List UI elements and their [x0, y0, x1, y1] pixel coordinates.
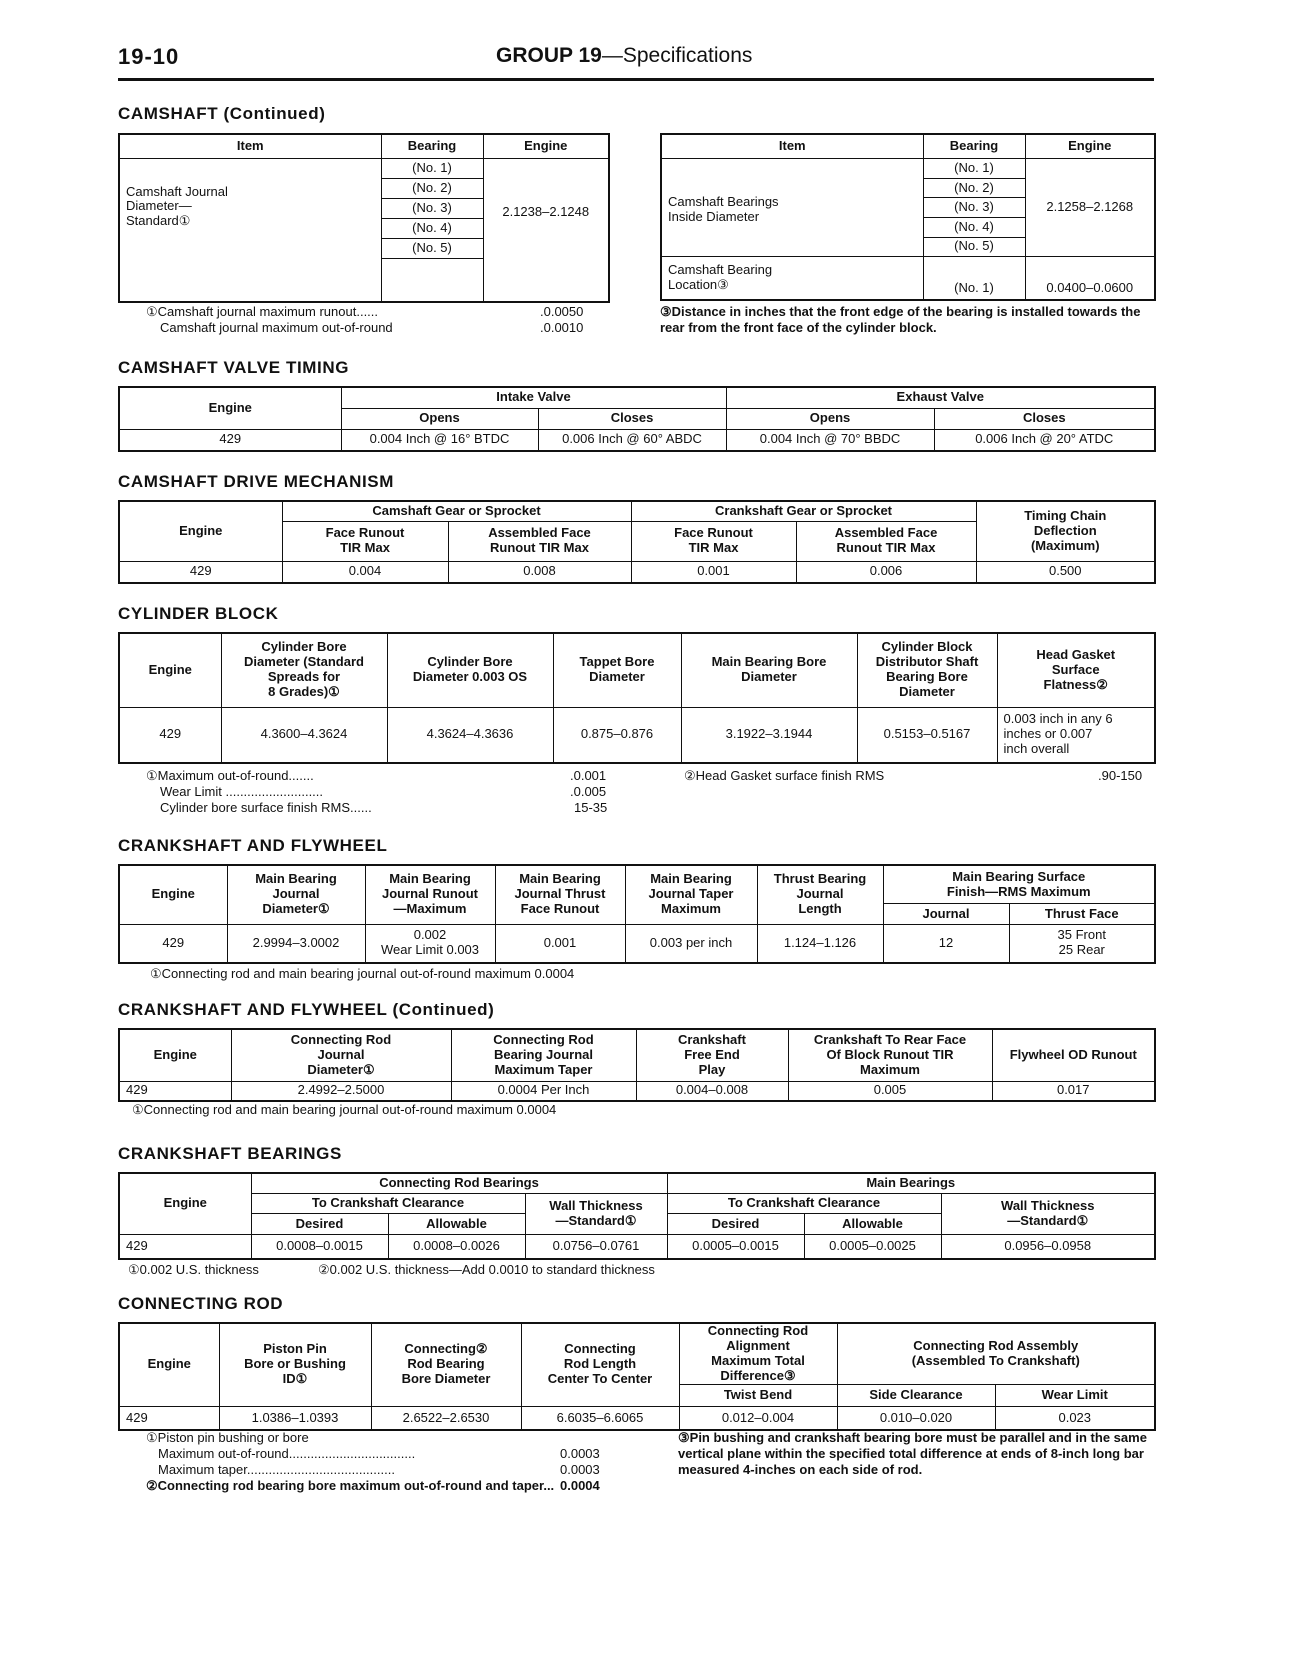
bearing-cell: (No. 4) — [381, 218, 483, 238]
col-header-item: Item — [119, 134, 381, 158]
table-cell: 0.004 Inch @ 70° BBDC — [726, 429, 934, 451]
table-cell: 0.0005–0.0025 — [804, 1234, 941, 1259]
header-line: Head Gasket — [1036, 646, 1116, 662]
footnote: ①Piston pin bushing or bore — [146, 1430, 309, 1445]
col-header-face-runout — [631, 521, 796, 561]
section-title-camshaft-cont: CAMSHAFT (Continued) — [118, 104, 326, 123]
footnote: ①Maximum out-of-round....... — [146, 768, 314, 783]
header-line: Connecting Rod — [707, 1323, 809, 1338]
col-header-intake: Intake Valve — [341, 387, 726, 408]
col-header-fin-thrust: Thrust Face — [1009, 904, 1155, 924]
header-line: Maximum — [661, 901, 721, 917]
header-line: Main Bearing — [255, 871, 337, 887]
footnote-pin-bushing: ③Pin bushing and crankshaft bearing bore must be parallel and in the same vertical plane within the specified total difference at ends of 8-inch long bar measured 4-inches on each side of rod. — [678, 1430, 1147, 1477]
section-title-bearings: CRANKSHAFT BEARINGS — [118, 1144, 342, 1163]
header-line: Main Bearing Bore — [711, 654, 827, 670]
header-line: (Maximum) — [1030, 537, 1100, 553]
col-header-engine: Engine — [119, 1323, 219, 1406]
col-header-alignment — [679, 1323, 837, 1384]
col-header-engine: Engine — [119, 501, 282, 561]
table-cell: 429 — [119, 1406, 219, 1430]
table-cell: 4.3624–4.3636 — [387, 707, 553, 763]
bearing-cell: (No. 1) — [381, 158, 483, 178]
col-header-runout — [365, 865, 495, 924]
table-cell: 0.500 — [976, 561, 1155, 583]
section-title-valve-timing: CAMSHAFT VALVE TIMING — [118, 358, 350, 377]
table-cell: 429 — [119, 1081, 231, 1101]
col-header-finish — [883, 865, 1155, 904]
footnote: ①0.002 U.S. thickness — [128, 1262, 259, 1277]
table-cell: 0.5153–0.5167 — [857, 707, 997, 763]
header-line: Journal Thrust — [514, 886, 606, 902]
col-header-desired: Desired — [667, 1214, 804, 1234]
bearing-cell: (No. 3) — [381, 198, 483, 218]
col-header-tappet — [553, 633, 681, 707]
page-number: 19-10 — [118, 44, 180, 69]
header-line: Journal Runout — [381, 886, 479, 902]
header-line: —Maximum — [393, 901, 467, 917]
col-header-rod-bearings: Connecting Rod Bearings — [251, 1173, 667, 1193]
table-cell: 429 — [119, 561, 282, 583]
col-header-engine: Engine — [119, 865, 227, 924]
table-cell: 0.004–0.008 — [636, 1081, 788, 1101]
header-line: Surface — [1051, 661, 1100, 677]
footnote-value: 0.0003 — [560, 1462, 600, 1477]
item-line: Diameter— — [126, 198, 192, 214]
bearings-table — [118, 1172, 1156, 1260]
footnote: Cylinder bore surface finish RMS...... — [160, 800, 372, 815]
col-header-bore — [221, 633, 387, 707]
item-line: Inside Diameter — [668, 208, 760, 224]
header-line: Diameter① — [262, 901, 330, 917]
table-cell: 2.6522–2.6530 — [371, 1406, 521, 1430]
location-value-cell: 0.0400–0.0600 — [1025, 257, 1155, 300]
header-line: Diameter 0.003 OS — [412, 669, 528, 685]
header-line: Deflection — [1033, 522, 1097, 538]
col-header-fin-journal: Journal — [883, 904, 1009, 924]
col-header-assembled-face — [448, 521, 631, 561]
footnote-value: 0.0004 — [560, 1478, 600, 1493]
col-header-main-bore — [681, 633, 857, 707]
table-cell: 0.0008–0.0026 — [388, 1234, 525, 1259]
col-header-desired: Desired — [251, 1214, 388, 1234]
gasket-cell — [997, 707, 1155, 763]
col-header-cam-gear: Camshaft Gear or Sprocket — [282, 501, 631, 521]
col-header-assembled-face — [796, 521, 976, 561]
col-header-closes: Closes — [538, 408, 726, 429]
table-cell: 0.006 Inch @ 60° ABDC — [538, 429, 726, 451]
header-line: Wall Thickness — [549, 1198, 643, 1213]
col-header-taper — [625, 865, 757, 924]
header-line: Center To Center — [547, 1371, 653, 1387]
col-header-rod-length — [521, 1323, 679, 1406]
header-line: TIR Max — [340, 540, 390, 555]
footnote-value: .0.005 — [570, 784, 607, 799]
footnote: Maximum out-of-round................................... — [158, 1446, 416, 1461]
col-header-wall — [941, 1193, 1155, 1234]
item-line: Standard① — [126, 213, 191, 229]
header-line: (Assembled To Crankshaft) — [911, 1352, 1080, 1368]
footnote: ①Camshaft journal maximum runout...... — [146, 304, 379, 319]
col-header-distributor — [857, 633, 997, 707]
valve-timing-table — [118, 386, 1156, 452]
col-header-bearing: Bearing — [381, 134, 483, 158]
header-line: Cylinder Bore — [261, 639, 347, 655]
crankshaft-cont-table — [118, 1028, 1156, 1102]
table-cell: 0.023 — [995, 1406, 1155, 1430]
header-line: Bearing Journal — [494, 1046, 593, 1062]
section-title-connecting-rod: CONNECTING ROD — [118, 1294, 284, 1313]
col-header-rod-taper — [451, 1029, 636, 1081]
header-line: Bearing Bore — [886, 669, 968, 685]
table-cell: 0.003 per inch — [625, 924, 757, 963]
col-header-bearing: Bearing — [923, 134, 1025, 159]
header-line: Cylinder Bore — [427, 654, 513, 670]
header-line: Face Runout — [520, 901, 600, 917]
table-cell: 0.0005–0.0015 — [667, 1234, 804, 1259]
col-header-engine: Engine — [119, 1173, 251, 1234]
col-header-bore-os — [387, 633, 553, 707]
item-cell — [661, 159, 923, 257]
col-header-side-clearance: Side Clearance — [837, 1384, 995, 1406]
camshaft-bearing-table — [660, 133, 1156, 301]
col-header-flywheel: Flywheel OD Runout — [992, 1029, 1155, 1081]
header-line: Maximum Taper — [494, 1061, 593, 1077]
col-header-engine: Engine — [483, 134, 609, 158]
table-cell: 429 — [119, 924, 227, 963]
bearing-cell: (No. 3) — [923, 198, 1025, 218]
table-cell: 4.3600–4.3624 — [221, 707, 387, 763]
header-line: Tappet Bore — [579, 654, 655, 670]
group-suffix: —Specifications — [601, 44, 753, 67]
header-line: Diameter — [589, 669, 645, 685]
header-line: Journal — [272, 886, 320, 902]
col-header-crank-gear: Crankshaft Gear or Sprocket — [631, 501, 976, 521]
col-header-rear-face — [788, 1029, 992, 1081]
col-header-main-bearings: Main Bearings — [667, 1173, 1155, 1193]
table-cell: 0.017 — [992, 1081, 1155, 1101]
table-cell: 0.0004 Per Inch — [451, 1081, 636, 1101]
header-line: —Standard① — [1007, 1212, 1089, 1228]
col-header-allowable: Allowable — [804, 1214, 941, 1234]
header-line: Bore or Bushing — [244, 1356, 346, 1372]
engine-cell: 2.1258–2.1268 — [1025, 159, 1155, 257]
col-header-end-play — [636, 1029, 788, 1081]
header-line: Connecting Rod — [290, 1031, 392, 1047]
header-line: 8 Grades)① — [268, 684, 340, 700]
footnote-value: 0.0003 — [560, 1446, 600, 1461]
header-line: Finish—RMS Maximum — [946, 883, 1091, 899]
col-header-wear-limit: Wear Limit — [995, 1384, 1155, 1406]
item-line: Camshaft Journal — [126, 183, 228, 199]
header-line: Difference③ — [720, 1367, 796, 1383]
table-cell: 6.6035–6.6065 — [521, 1406, 679, 1430]
header-line: Diameter — [741, 669, 797, 685]
col-header-thrust-runout — [495, 865, 625, 924]
table-cell: 0.005 — [788, 1081, 992, 1101]
cell-line: 0.003 inch in any 6 — [1003, 711, 1113, 727]
table-cell: 0.004 — [282, 561, 448, 583]
table-cell: 1.124–1.126 — [757, 924, 883, 963]
footnote: Camshaft journal maximum out-of-round — [160, 320, 393, 335]
group-label: GROUP 19 — [496, 44, 602, 67]
footnote-value: .90-150 — [1098, 768, 1143, 783]
header-line: Main Bearing — [519, 871, 601, 887]
footnote: ①Connecting rod and main bearing journal out-of-round maximum 0.0004 — [132, 1102, 557, 1117]
col-header-journal — [227, 865, 365, 924]
header-line: Connecting — [564, 1341, 636, 1357]
bearing-cell: (No. 5) — [381, 238, 483, 258]
header-line: Maximum Total — [711, 1352, 805, 1368]
header-line: Rod Length — [563, 1356, 637, 1372]
header-line: Flatness② — [1043, 676, 1108, 692]
col-header-opens: Opens — [341, 408, 538, 429]
col-header-engine: Engine — [119, 387, 341, 429]
cell-line: Wear Limit 0.003 — [380, 942, 480, 958]
footnote: ②0.002 U.S. thickness—Add 0.0010 to standard thickness — [318, 1262, 655, 1277]
footnote: Wear Limit ........................... — [160, 784, 324, 799]
table-cell: 0.0756–0.0761 — [525, 1234, 667, 1259]
cell-line: 25 Rear — [1058, 942, 1105, 958]
connecting-rod-table — [118, 1322, 1156, 1431]
footnote-value: 15-35 — [574, 800, 608, 815]
col-header-clearance: To Crankshaft Clearance — [667, 1193, 941, 1213]
col-header-allowable: Allowable — [388, 1214, 525, 1234]
table-cell: 429 — [119, 707, 221, 763]
col-header-engine: Engine — [119, 633, 221, 707]
item-cell — [119, 158, 381, 302]
col-header-gasket — [997, 633, 1155, 707]
table-cell: 0.0008–0.0015 — [251, 1234, 388, 1259]
footnote: Maximum taper......................................... — [158, 1462, 395, 1477]
header-line: Main Bearing Surface — [952, 868, 1086, 884]
footnote-distance: ③Distance in inches that the front edge of the bearing is installed towards the rear from the front face of the cylinder block. — [660, 304, 1141, 335]
table-cell — [365, 924, 495, 963]
header-line: Connecting Rod Assembly — [913, 1337, 1079, 1353]
header-line: Bore Diameter — [401, 1371, 491, 1387]
col-header-timing-chain — [976, 501, 1155, 561]
header-line: Piston Pin — [263, 1341, 327, 1357]
table-cell: 0.006 Inch @ 20° ATDC — [934, 429, 1155, 451]
table-cell: 2.4992–2.5000 — [231, 1081, 451, 1101]
location-item-cell — [661, 257, 923, 300]
col-header-twist: Twist Bend — [679, 1384, 837, 1406]
col-header-exhaust: Exhaust Valve — [726, 387, 1155, 408]
section-title-drive: CAMSHAFT DRIVE MECHANISM — [118, 472, 395, 491]
header-line: Distributor Shaft — [875, 654, 979, 670]
col-header-item: Item — [661, 134, 923, 159]
header-line: Free End — [684, 1046, 740, 1062]
col-header-wall — [525, 1193, 667, 1234]
table-cell: 0.875–0.876 — [553, 707, 681, 763]
col-header-closes: Closes — [934, 408, 1155, 429]
header-line: Maximum — [860, 1061, 920, 1077]
col-header-face-runout — [282, 521, 448, 561]
item-line: Location③ — [668, 277, 729, 293]
header-line: Connecting Rod — [493, 1031, 594, 1047]
table-cell: 0.012–0.004 — [679, 1406, 837, 1430]
footnote-value: .0.0050 — [540, 304, 584, 319]
header-line: Length — [798, 901, 842, 917]
header-line: Main Bearing — [389, 871, 471, 887]
section-title-crankshaft-cont: CRANKSHAFT AND FLYWHEEL (Continued) — [118, 1000, 495, 1019]
header-line: Cylinder Block — [881, 639, 973, 655]
bearing-cell-blank — [381, 258, 483, 302]
footnote: ②Head Gasket surface finish RMS — [684, 768, 885, 783]
header-line: Wall Thickness — [1001, 1198, 1095, 1213]
footnote: ①Connecting rod and main bearing journal out-of-round maximum 0.0004 — [150, 966, 575, 981]
header-line: Runout TIR Max — [490, 540, 589, 555]
table-cell: 429 — [119, 1234, 251, 1259]
header-line: Assembled Face — [834, 525, 938, 541]
table-cell: 2.9994–3.0002 — [227, 924, 365, 963]
page-title — [496, 44, 752, 68]
table-cell: 0.010–0.020 — [837, 1406, 995, 1430]
table-cell — [1009, 924, 1155, 963]
cell-line: 35 Front — [1057, 927, 1106, 943]
header-line: —Standard① — [555, 1212, 637, 1228]
item-line: Camshaft Bearings — [668, 193, 779, 209]
footnote-value: .0.001 — [570, 768, 607, 783]
table-cell: 429 — [119, 429, 341, 451]
cell-line: inches or 0.007 — [1003, 726, 1093, 742]
col-header-engine: Engine — [1025, 134, 1155, 159]
engine-cell: 2.1238–2.1248 — [483, 158, 609, 302]
table-cell: 3.1922–3.1944 — [681, 707, 857, 763]
header-line: Of Block Runout TIR — [826, 1046, 954, 1062]
header-line: Crankshaft To Rear Face — [813, 1031, 967, 1047]
cell-line: 0.002 — [413, 927, 447, 943]
table-cell: 0.001 — [495, 924, 625, 963]
header-line: Spreads for — [267, 669, 341, 685]
header-line: Diameter — [899, 684, 955, 700]
bearing-cell: (No. 1) — [923, 159, 1025, 179]
footnote-value: .0.0010 — [540, 320, 584, 335]
col-header-assembly — [837, 1323, 1155, 1384]
cell-line: inch overall — [1003, 741, 1070, 757]
table-cell: 1.0386–1.0393 — [219, 1406, 371, 1430]
section-title-crankshaft: CRANKSHAFT AND FLYWHEEL — [118, 836, 388, 855]
header-line: Connecting② — [404, 1341, 488, 1357]
col-header-thrust-length — [757, 865, 883, 924]
header-line: Crankshaft — [678, 1031, 746, 1047]
table-cell: 12 — [883, 924, 1009, 963]
col-header-rod-bore — [371, 1323, 521, 1406]
col-header-clearance: To Crankshaft Clearance — [251, 1193, 525, 1213]
drive-table — [118, 500, 1156, 584]
header-line: Main Bearing — [650, 871, 732, 887]
bearing-cell: (No. 4) — [923, 217, 1025, 237]
table-cell: 0.004 Inch @ 16° BTDC — [341, 429, 538, 451]
header-line: Rod Bearing — [407, 1356, 485, 1372]
table-cell: 0.0956–0.0958 — [941, 1234, 1155, 1259]
footnote: ②Connecting rod bearing bore maximum out-of-round and taper... — [146, 1478, 555, 1493]
header-rule — [118, 78, 1154, 81]
location-bearing-cell: (No. 1) — [923, 257, 1025, 300]
item-line: Camshaft Bearing — [668, 262, 773, 278]
header-line: Face Runout — [674, 525, 753, 541]
header-line: Journal — [796, 886, 844, 902]
col-header-opens: Opens — [726, 408, 934, 429]
header-line: Journal Taper — [648, 886, 734, 902]
camshaft-journal-table — [118, 133, 610, 303]
header-line: Assembled Face — [488, 525, 591, 541]
table-cell: 0.006 — [796, 561, 976, 583]
header-line: Diameter (Standard — [244, 654, 364, 670]
section-title-cylinder-block: CYLINDER BLOCK — [118, 604, 279, 623]
crankshaft-table — [118, 864, 1156, 964]
table-cell: 0.008 — [448, 561, 631, 583]
col-header-rod-journal — [231, 1029, 451, 1081]
header-line: Journal — [317, 1046, 365, 1062]
header-line: Face Runout — [325, 525, 405, 541]
header-line: Play — [698, 1061, 726, 1077]
header-line: Runout TIR Max — [836, 540, 936, 555]
bearing-cell: (No. 2) — [381, 178, 483, 198]
header-line: Alignment — [726, 1337, 790, 1353]
header-line: TIR Max — [688, 540, 739, 555]
col-header-engine: Engine — [119, 1029, 231, 1081]
bearing-cell: (No. 5) — [923, 237, 1025, 257]
header-line: Diameter① — [307, 1061, 375, 1077]
header-line: Thrust Bearing — [773, 871, 867, 887]
header-line: Timing Chain — [1024, 507, 1107, 523]
table-cell: 0.001 — [631, 561, 796, 583]
bearing-cell: (No. 2) — [923, 178, 1025, 198]
cylinder-block-table — [118, 632, 1156, 764]
header-line: ID① — [282, 1371, 308, 1387]
col-header-piston-pin — [219, 1323, 371, 1406]
